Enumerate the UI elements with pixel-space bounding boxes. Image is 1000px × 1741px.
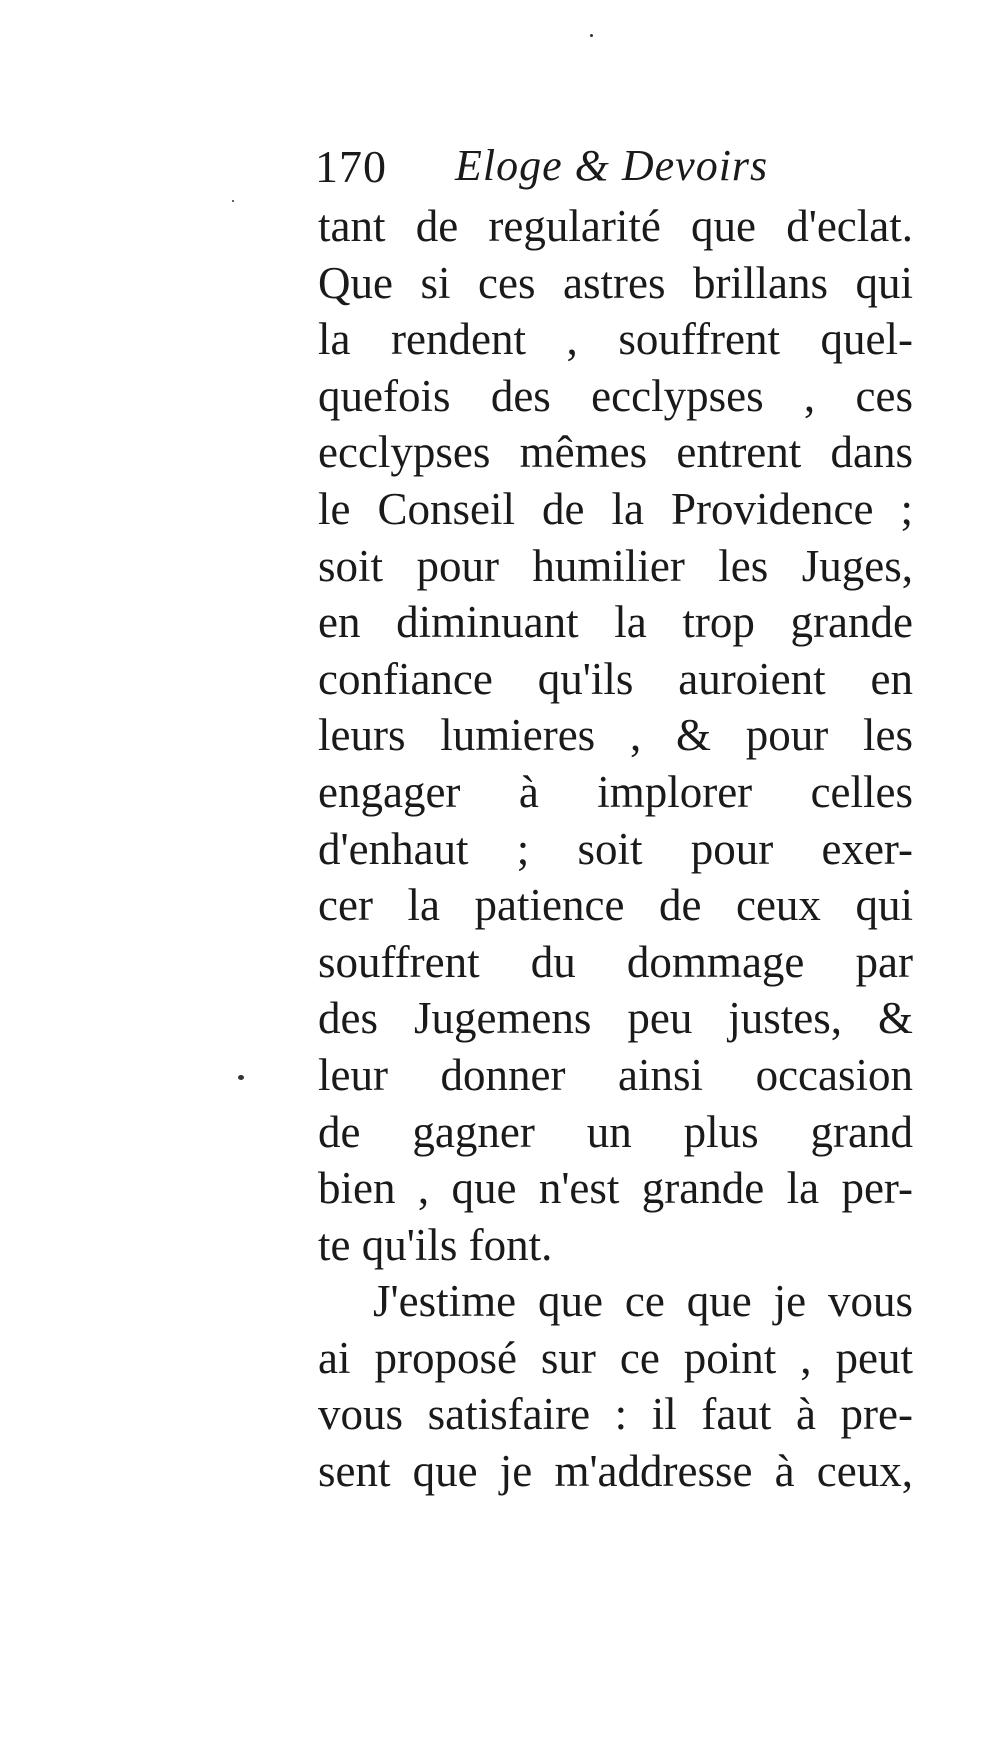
text-line: soit pour humilier les Juges, <box>318 540 913 591</box>
text-line: ecclypses mêmes entrent dans <box>318 427 913 478</box>
text-line: tant de regularité que d'eclat. <box>318 201 913 251</box>
text-line: d'enhaut ; soit pour exer- <box>318 823 913 874</box>
text-line: la rendent , souffrent quel- <box>318 314 913 365</box>
ink-speck <box>590 34 593 37</box>
text-line: quefois des ecclypses , ces <box>318 370 913 421</box>
text-line: des Jugemens peu justes, & <box>318 993 913 1044</box>
text-line: vous satisfaire : il faut à pre- <box>318 1389 913 1440</box>
text-line: le Conseil de la Providence ; <box>318 483 913 534</box>
text-line: leur donner ainsi occasion <box>318 1049 913 1100</box>
text-line: engager à implorer celles <box>318 766 913 817</box>
running-title: Eloge & Devoirs <box>455 141 769 190</box>
text-line: de gagner un plus grand <box>318 1106 913 1157</box>
text-line: leurs lumieres , & pour les <box>318 710 913 761</box>
ink-speck <box>232 200 234 202</box>
text-line: sent que je m'addresse à ceux, <box>318 1446 913 1497</box>
body-text <box>318 198 913 1500</box>
text-line: J'estime que ce que je vous <box>373 1276 913 1327</box>
text-line: ai proposé sur ce point , peut <box>318 1332 913 1383</box>
text-line: Que si ces astres brillans qui <box>318 257 913 308</box>
page-number: 170 <box>315 141 387 192</box>
text-line: bien , que n'est grande la per- <box>318 1163 913 1214</box>
page-header <box>315 140 915 200</box>
text-line: souffrent du dommage par <box>318 936 913 987</box>
text-line: en diminuant la trop grande <box>318 597 913 648</box>
ink-speck <box>238 1075 244 1080</box>
text-line: cer la patience de ceux qui <box>318 880 913 931</box>
text-line: te qu'ils font. <box>318 1219 553 1270</box>
text-line: confiance qu'ils auroient en <box>318 653 913 704</box>
